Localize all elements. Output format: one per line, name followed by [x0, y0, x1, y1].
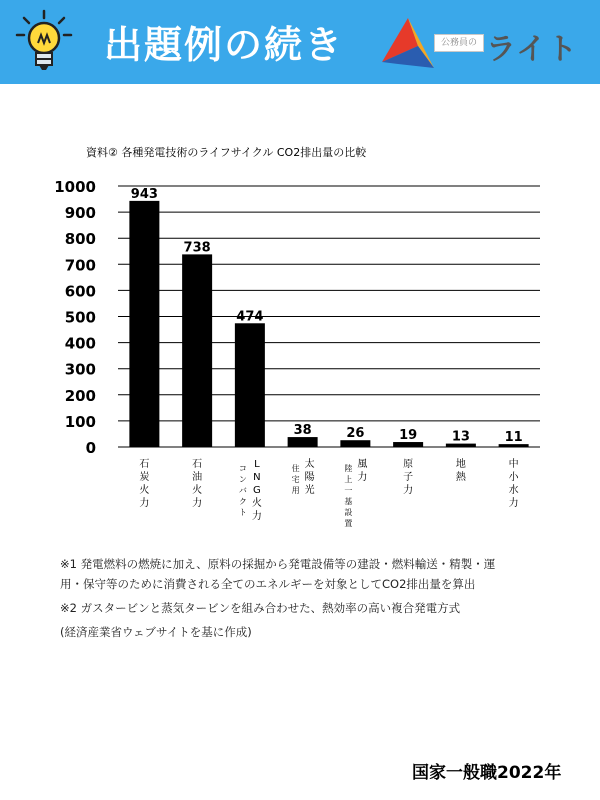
- site-logo: [378, 16, 582, 70]
- x-category-label: 油: [192, 472, 203, 483]
- page-title: 出題例の続き: [104, 23, 345, 67]
- logo-name: ライト: [486, 32, 579, 67]
- x-category-label: 光: [304, 485, 315, 496]
- data-label: 11: [504, 430, 523, 446]
- note-line-1: ※1 発電燃料の燃焼に加え、原料の採掘から発電設備等の建設・燃料輸送・精製・運: [60, 557, 496, 571]
- x-category-label: 設: [344, 508, 353, 517]
- y-tick-label: 900: [64, 204, 96, 223]
- y-tick-label: 200: [64, 386, 96, 405]
- x-category-label: 風: [357, 459, 368, 470]
- note-line-2: 用・保守等のために消費される全てのエネルギーを対象としてCO2排出量を算出: [60, 577, 476, 591]
- bar: [129, 201, 159, 447]
- y-tick-label: 600: [64, 282, 96, 301]
- x-category-label: 石: [192, 459, 203, 470]
- y-tick-label: 100: [64, 412, 96, 431]
- note-line-4: (経済産業省ウェブサイトを基に作成): [60, 625, 252, 639]
- y-tick-label: 500: [64, 308, 96, 327]
- x-category-label: ン: [238, 475, 247, 484]
- lightbulb-icon: [14, 9, 74, 75]
- chart-title: 資料② 各種発電技術のライフサイクル CO2排出量の比較: [86, 146, 367, 159]
- x-category-label: 一: [344, 486, 353, 495]
- x-category-label: 炭: [139, 472, 150, 483]
- x-category-label: 用: [291, 486, 300, 495]
- x-category-label: 住: [291, 464, 300, 473]
- x-category-label: L: [254, 459, 260, 470]
- x-category-label: ト: [238, 508, 247, 517]
- y-tick-label: 400: [64, 334, 96, 353]
- bar-chart: [50, 172, 550, 532]
- x-category-label: N: [253, 472, 261, 483]
- x-category-label: G: [253, 485, 261, 496]
- x-category-label: 太: [304, 459, 315, 470]
- header-banner: [0, 0, 600, 84]
- x-category-label: 火: [139, 485, 150, 496]
- x-category-label: 石: [139, 459, 150, 470]
- x-category-label: 力: [357, 472, 368, 483]
- y-tick-label: 300: [64, 360, 96, 379]
- x-category-label: 基: [344, 497, 353, 506]
- x-category-label: 地: [455, 459, 466, 470]
- x-category-label: コ: [238, 464, 247, 473]
- x-category-label: ク: [238, 497, 247, 506]
- y-tick-label: 800: [64, 230, 96, 249]
- x-category-label: 力: [139, 498, 150, 509]
- x-category-label: バ: [238, 486, 247, 495]
- x-category-label: 置: [344, 519, 353, 528]
- data-label: 943: [130, 186, 158, 202]
- logo-badge: 公務員の: [434, 34, 484, 52]
- x-category-label: 中: [508, 459, 519, 470]
- x-category-label: 力: [251, 511, 262, 522]
- bar: [340, 440, 370, 447]
- logo-mark-icon: [378, 16, 438, 70]
- x-category-label: 熱: [455, 472, 466, 483]
- x-category-label: 力: [192, 498, 203, 509]
- x-category-label: 陸: [344, 464, 353, 473]
- bar: [288, 437, 318, 447]
- x-category-label: 宅: [291, 475, 300, 484]
- x-category-label: 上: [344, 475, 353, 484]
- exam-source: 国家一般職2022年: [412, 763, 562, 783]
- data-label: 13: [451, 429, 470, 445]
- y-tick-label: 0: [85, 439, 96, 457]
- x-category-label: 水: [508, 485, 519, 496]
- data-label: 474: [236, 309, 264, 325]
- bar: [235, 323, 265, 447]
- x-category-label: 火: [192, 485, 203, 496]
- data-label: 19: [399, 428, 418, 444]
- y-tick-label: 700: [64, 256, 96, 275]
- x-category-label: 原: [403, 459, 414, 470]
- y-tick-label: 1000: [54, 178, 96, 196]
- x-category-label: 火: [251, 498, 262, 509]
- x-category-label: 子: [403, 472, 414, 483]
- x-category-label: 小: [508, 472, 519, 483]
- x-category-label: 力: [508, 498, 519, 509]
- note-line-3: ※2 ガスタービンと蒸気タービンを組み合わせた、熱効率の高い複合発電方式: [60, 601, 461, 615]
- data-label: 38: [293, 423, 312, 439]
- data-label: 738: [183, 240, 211, 256]
- data-label: 26: [346, 426, 365, 442]
- x-category-label: 陽: [304, 472, 315, 483]
- x-category-label: 力: [403, 485, 414, 496]
- bar: [182, 254, 212, 447]
